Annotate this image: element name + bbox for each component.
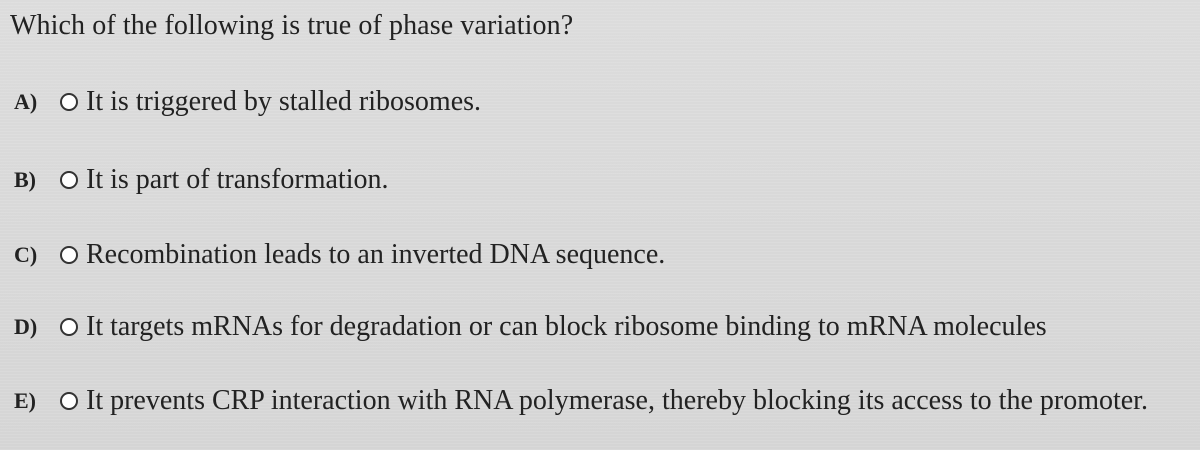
radio-button-a[interactable] [60, 93, 78, 111]
question-text: Which of the following is true of phase variation? [10, 10, 574, 41]
choice-e[interactable] [14, 385, 1148, 417]
choice-c-text: Recombination leads to an inverted DNA sequence. [86, 239, 666, 270]
radio-button-e[interactable] [60, 392, 78, 410]
radio-button-b[interactable] [60, 171, 78, 189]
choice-c-letter: C) [14, 242, 38, 267]
choice-a[interactable] [14, 86, 481, 118]
choice-c[interactable] [14, 239, 665, 271]
radio-button-d[interactable] [60, 318, 78, 336]
choice-e-letter: E) [14, 388, 36, 413]
choice-b-letter: B) [14, 167, 36, 192]
choice-e-text: It prevents CRP interaction with RNA polymerase, thereby blocking its access to the promoter. [86, 385, 1148, 416]
choice-d[interactable] [14, 311, 1047, 343]
choice-b-text: It is part of transformation. [86, 164, 389, 195]
choice-d-text: It targets mRNAs for degradation or can block ribosome binding to mRNA molecules [86, 311, 1047, 342]
radio-button-c[interactable] [60, 246, 78, 264]
choice-b[interactable] [14, 164, 388, 196]
choice-a-letter: A) [14, 89, 38, 114]
choice-a-text: It is triggered by stalled ribosomes. [86, 86, 482, 117]
choice-d-letter: D) [14, 314, 38, 339]
